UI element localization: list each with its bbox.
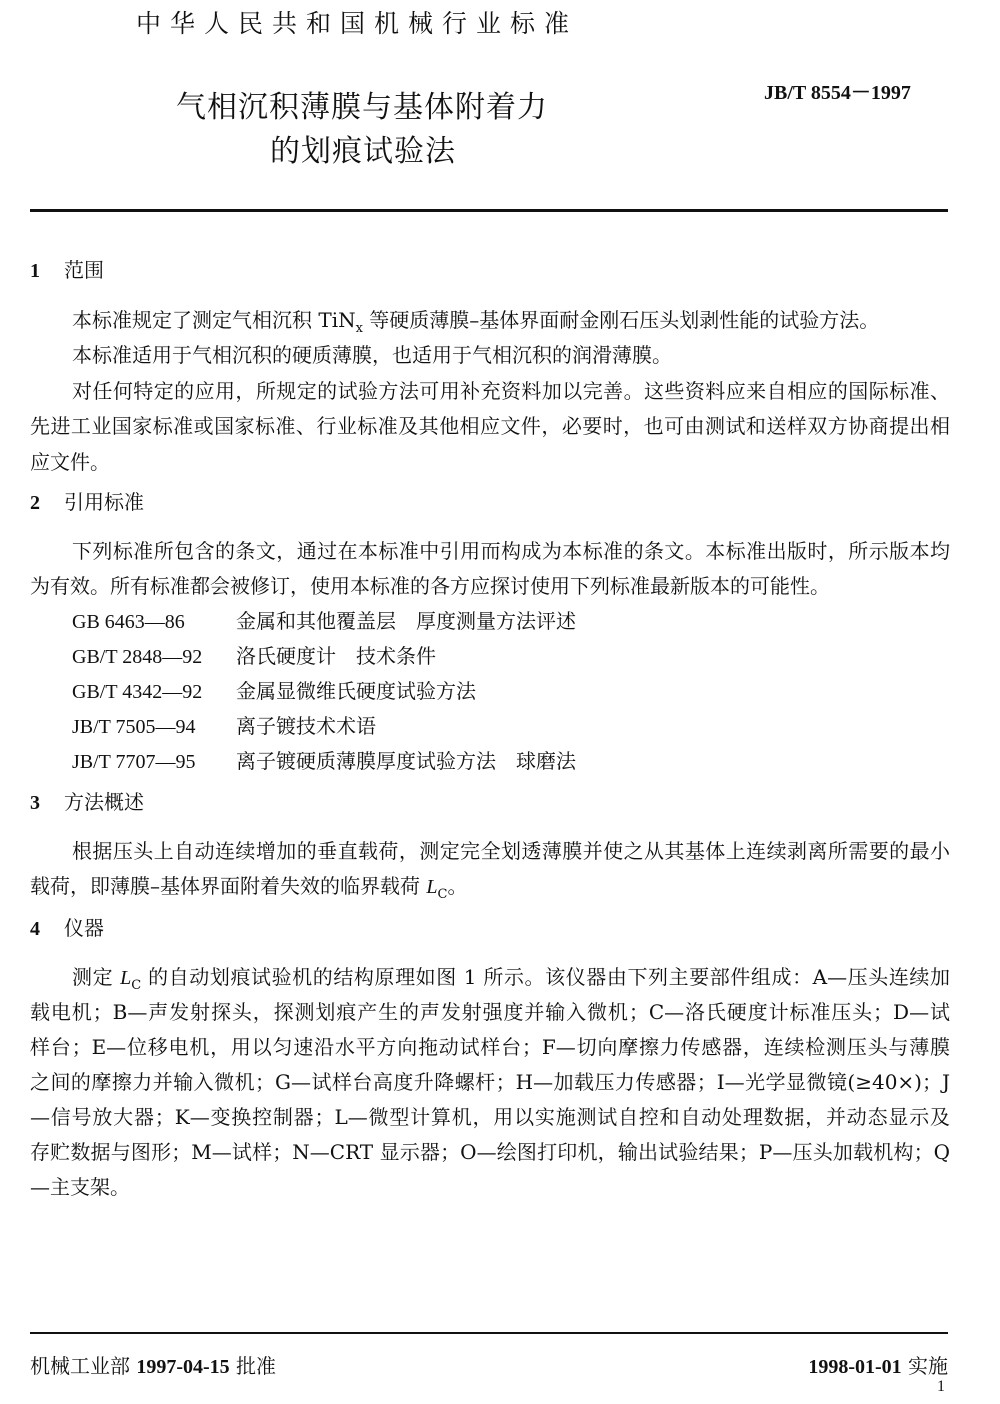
section-title: 引用标准: [64, 490, 144, 514]
s4-paragraph-line-4: 之间的摩擦力并输入微机；G—试样台高度升降螺杆；H—加载压力传感器；I—光学显微镜(≥40×)；J: [30, 1070, 950, 1094]
section-title: 仪器: [64, 916, 104, 940]
s4-paragraph-line-2: 载电机；B—声发射探头，探测划痕产生的声发射强度并输入微机；C—洛氏硬度计标准压头；D—试: [30, 1000, 950, 1024]
s1-paragraph-3-line-3: 应文件。: [30, 450, 110, 474]
s3-paragraph-line-2: 载荷，即薄膜–基体界面附着失效的临界载荷 $L_C$。: [30, 874, 468, 902]
s1-paragraph-3-line-2: 先进工业国家标准或国家标准、行业标准及其他相应文件，必要时，也可由测试和送样双方协商提出相: [30, 414, 950, 438]
issuer: 机械工业部: [30, 1354, 130, 1378]
s4-paragraph-line-6: 存贮数据与图形；M—试样；N—CRT 显示器；O—绘图打印机，输出试验结果；P—压头加载机构；Q: [30, 1140, 950, 1164]
section-number: 2: [30, 492, 40, 514]
standard-code: JB/T 8554－1997: [764, 82, 911, 104]
section-number: 3: [30, 792, 40, 814]
approve-label: 批准: [236, 1354, 277, 1378]
s3-paragraph-line-1: 根据压头上自动连续增加的垂直载荷，测定完全划透薄膜并使之从其基体上连续剥离所需要的最小: [72, 839, 950, 863]
header-rule: [30, 209, 948, 212]
s4-paragraph-line-7: —主支架。: [30, 1175, 130, 1199]
reference-item: JB/T 7505—94 离子镀技术术语: [72, 714, 376, 738]
title-line-2: 的划痕试验法: [270, 134, 456, 169]
reference-item: GB 6463—86 金属和其他覆盖层 厚度测量方法评述: [72, 609, 576, 633]
s4-paragraph-line-5: —信号放大器；K—变换控制器；L—微型计算机，用以实施测试自控和自动处理数据，并动态显示及: [30, 1105, 950, 1129]
s4-paragraph-line-3: 样台；E—位移电机，用以匀速沿水平方向拖动试样台；F—切向摩擦力传感器，连续检测压头与薄膜: [30, 1035, 950, 1059]
section-3-heading: [30, 786, 144, 815]
impl-label: 实施: [908, 1354, 948, 1378]
page-number: 1: [937, 1378, 945, 1395]
reference-item: GB/T 2848—92 洛氏硬度计 技术条件: [72, 644, 436, 668]
footer-rule: [30, 1332, 948, 1334]
section-2-heading: [30, 486, 144, 515]
s4-paragraph-line-1: 测定 $L_C$ 的自动划痕试验机的结构原理如图 1 所示。该仪器由下列主要部件组成：A—压头连续加: [72, 965, 951, 993]
approval-line: [30, 1350, 276, 1379]
implementation-line: [808, 1350, 948, 1379]
section-title: 方法概述: [64, 790, 144, 814]
impl-date: 1998-01-01: [808, 1356, 902, 1378]
title-line-1: 气相沉积薄膜与基体附着力: [176, 90, 548, 125]
section-1-heading: [30, 254, 104, 283]
approve-date: 1997-04-15: [136, 1356, 230, 1378]
reference-item: JB/T 7707—95 离子镀硬质薄膜厚度试验方法 球磨法: [72, 749, 576, 773]
section-title: 范围: [64, 258, 104, 282]
section-number: 1: [30, 260, 40, 282]
s2-paragraph-line-1: 下列标准所包含的条文，通过在本标准中引用而构成为本标准的条文。本标准出版时，所示版本均: [72, 539, 950, 563]
s1-paragraph-3-line-1: 对任何特定的应用，所规定的试验方法可用补充资料加以完善。这些资料应来自相应的国际标准、: [72, 379, 950, 403]
s1-paragraph-2: 本标准适用于气相沉积的硬质薄膜，也适用于气相沉积的润滑薄膜。: [72, 343, 672, 367]
ministry-header: 中华人民共和国机械行业标准: [136, 9, 579, 38]
s1-paragraph-1: 本标准规定了测定气相沉积 TiN$_x$ 等硬质薄膜–基体界面耐金刚石压头划剥性能的试验方法。: [72, 308, 880, 336]
reference-item: GB/T 4342—92 金属显微维氏硬度试验方法: [72, 679, 476, 703]
section-number: 4: [30, 918, 40, 940]
s2-paragraph-line-2: 为有效。所有标准都会被修订，使用本标准的各方应探讨使用下列标准最新版本的可能性。: [30, 574, 830, 598]
section-4-heading: [30, 912, 104, 941]
